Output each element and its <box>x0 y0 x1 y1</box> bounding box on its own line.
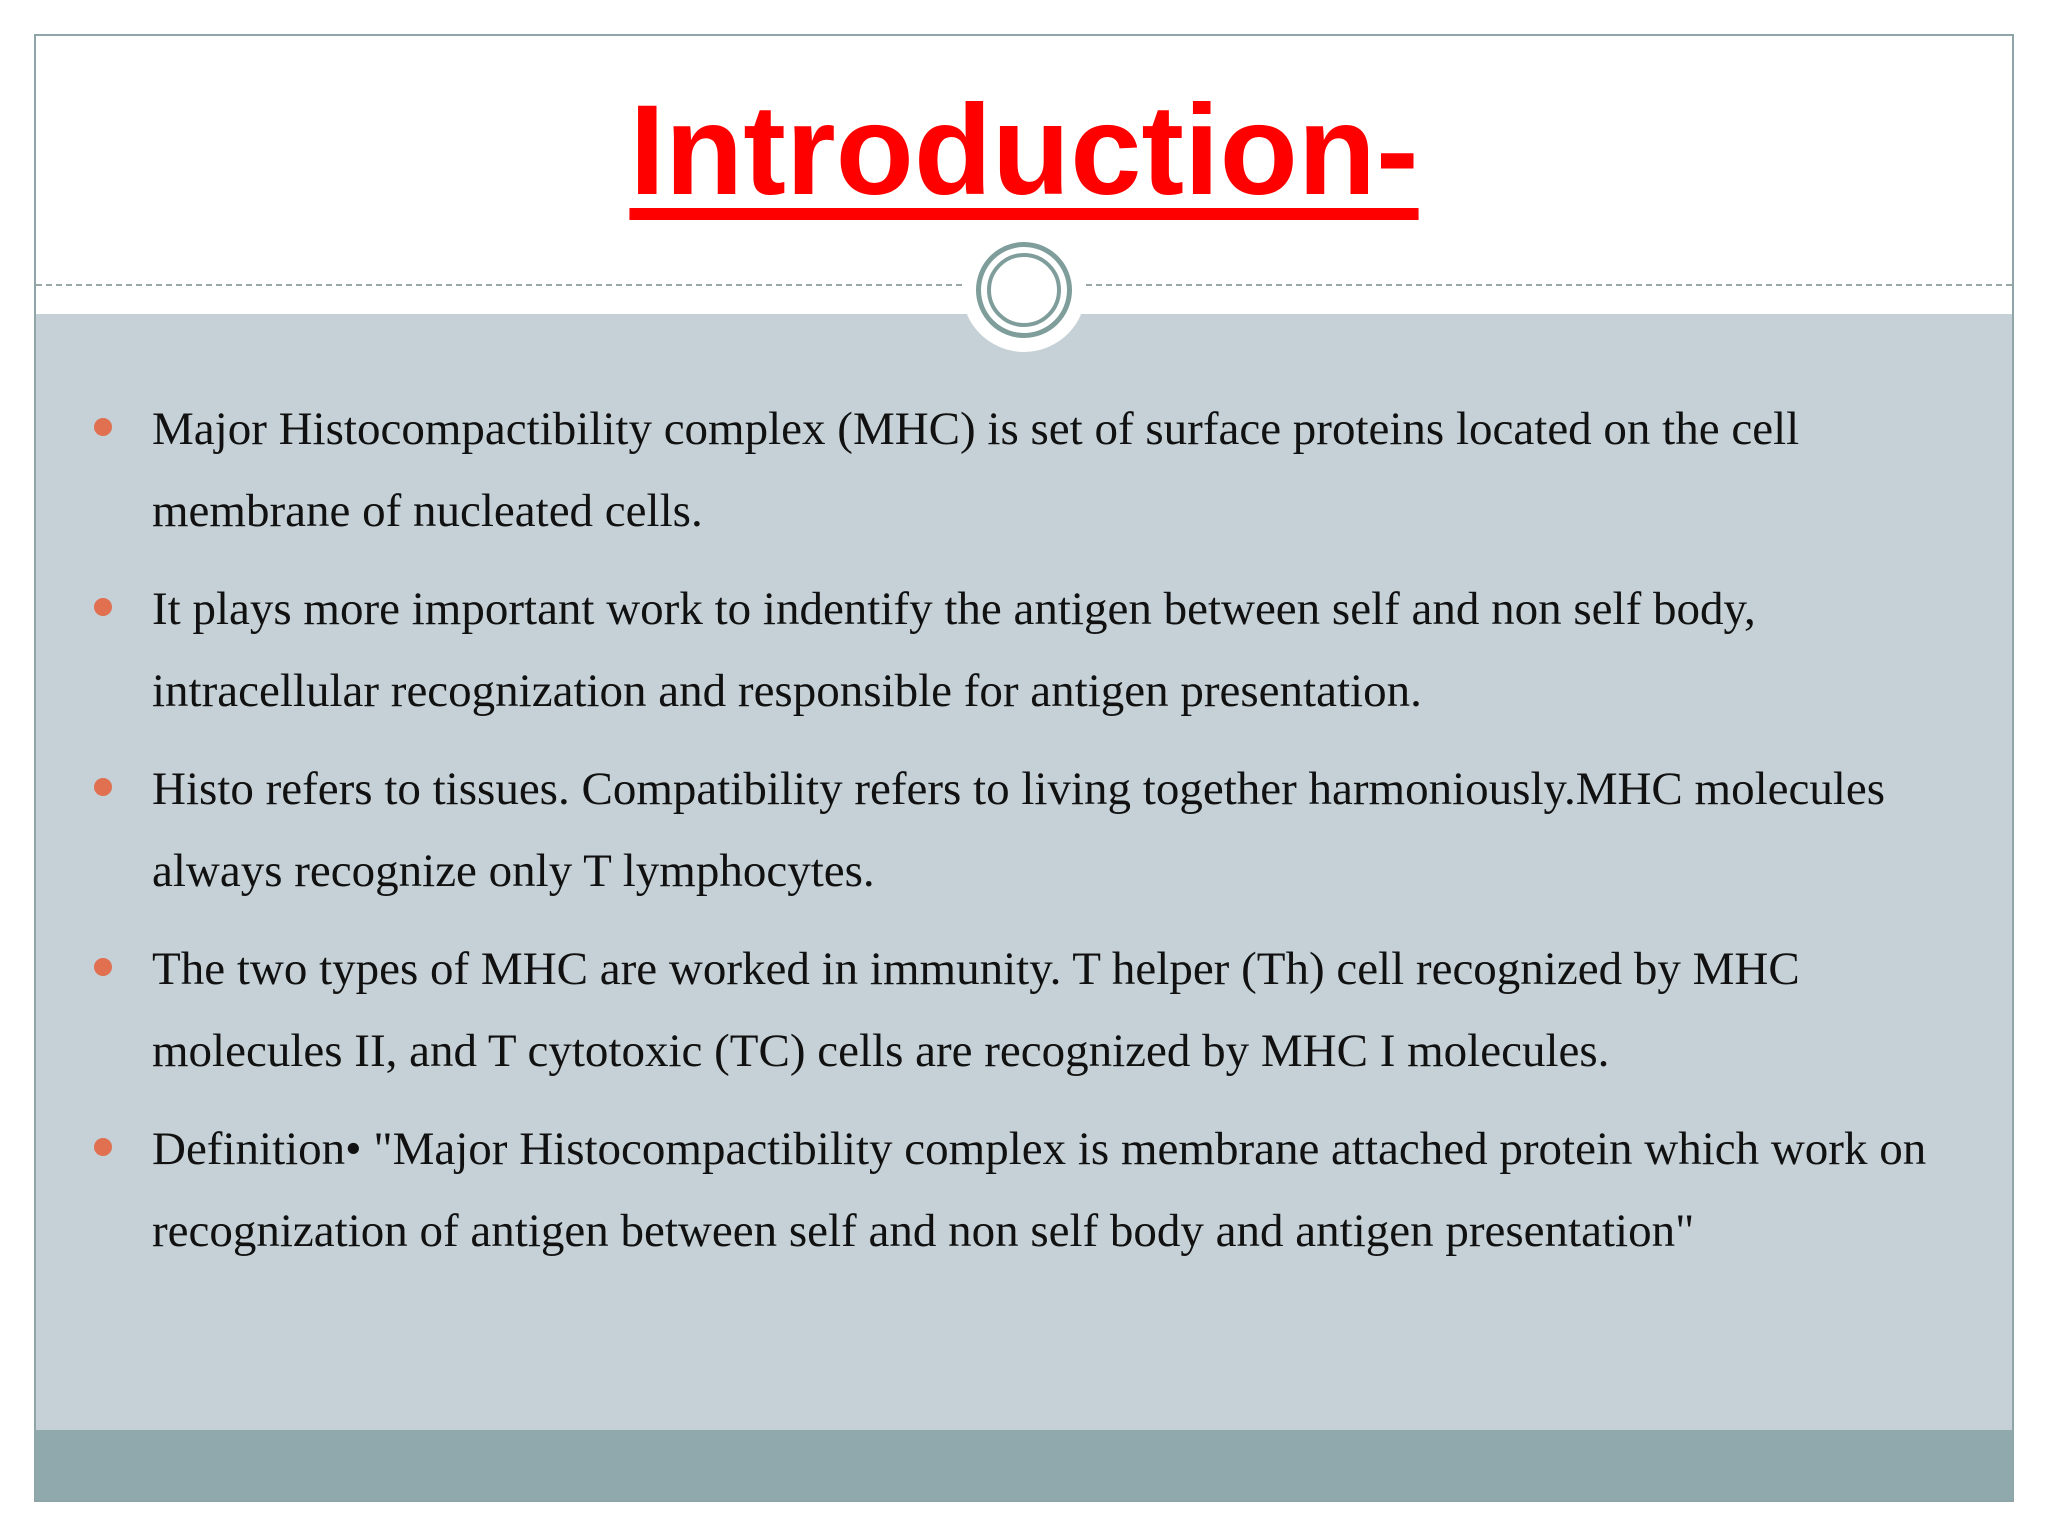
bullet-item <box>36 388 2012 552</box>
footer-band <box>36 1430 2012 1500</box>
bullet-text: The two types of MHC are worked in immunity. T helper (Th) cell recognized by MHC molecules II, and T cytotoxic (TC) cells are recognized by MHC I molecules. <box>152 943 1800 1077</box>
bullet-text: Histo refers to tissues. Compatibility refers to living together harmoniously.MHC molecules always recognize only T lymphocytes. <box>152 763 1886 897</box>
circle-ornament-icon <box>962 228 1086 352</box>
bullet-list <box>36 388 2012 1288</box>
ornament-outer-ring <box>976 242 1072 338</box>
bullet-item <box>36 928 2012 1092</box>
bullet-dot-icon <box>94 418 112 436</box>
bullet-item <box>36 1108 2012 1272</box>
bullet-item <box>36 748 2012 912</box>
bullet-item <box>36 568 2012 732</box>
slide-title: Introduction- <box>629 79 1419 222</box>
bullet-text: It plays more important work to indentify the antigen between self and non self body, intracellular recognization and responsible for antigen presentation. <box>152 583 1756 717</box>
bullet-text: Definition• "Major Histocompactibility complex is membrane attached protein which work on recognization of antigen between self and non self body and antigen presentation" <box>152 1123 1927 1257</box>
ornament-inner-ring <box>987 253 1061 327</box>
bullet-dot-icon <box>94 1138 112 1156</box>
bullet-dot-icon <box>94 598 112 616</box>
bullet-dot-icon <box>94 778 112 796</box>
slide <box>34 34 2014 1502</box>
bullet-dot-icon <box>94 958 112 976</box>
bullet-text: Major Histocompactibility complex (MHC) is set of surface proteins located on the cell membrane of nucleated cells. <box>152 403 1800 537</box>
